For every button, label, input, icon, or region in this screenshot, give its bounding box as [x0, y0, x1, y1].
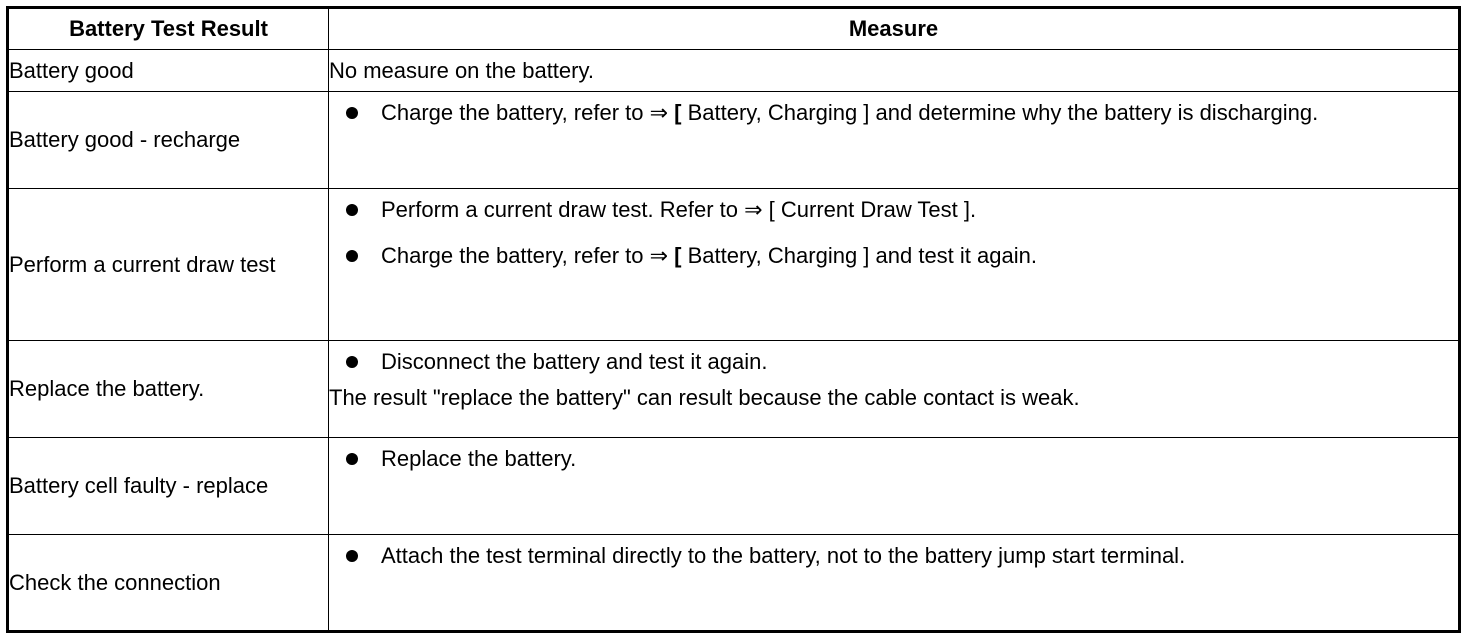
measure-cell	[329, 92, 1460, 189]
list-item	[329, 446, 1458, 472]
battery-test-table	[6, 6, 1461, 633]
table-row	[8, 50, 1460, 92]
bullet-icon	[346, 107, 358, 119]
measure-cell	[329, 438, 1460, 535]
table-row	[8, 438, 1460, 535]
measure-text-rest: Battery, Charging ] and determine why the battery is discharging.	[681, 100, 1319, 125]
measure-text-bracket: [	[674, 100, 682, 125]
result-cell: Check the connection	[8, 535, 329, 632]
header-battery-test-result: Battery Test Result	[8, 8, 329, 50]
result-cell: Replace the battery.	[8, 341, 329, 438]
bullet-icon	[346, 550, 358, 562]
measure-note: The result "replace the battery" can result because the cable contact is weak.	[329, 385, 1080, 410]
measure-cell	[329, 341, 1460, 438]
measure-text-bracket: [	[674, 243, 682, 268]
list-item	[329, 100, 1458, 126]
header-measure: Measure	[329, 8, 1460, 50]
measure-text: Perform a current draw test. Refer to ⇒ [ Current Draw Test ].	[381, 197, 977, 222]
result-cell: Battery cell faulty - replace	[8, 438, 329, 535]
header-row	[8, 8, 1460, 50]
measure-cell	[329, 535, 1460, 632]
measure-text: Charge the battery, refer to ⇒	[381, 100, 675, 125]
table-row	[8, 92, 1460, 189]
result-cell: Battery good - recharge	[8, 92, 329, 189]
measure-list	[329, 197, 1458, 269]
table-row	[8, 189, 1460, 341]
list-item	[329, 197, 1458, 223]
bullet-icon	[346, 250, 358, 262]
bullet-icon	[346, 204, 358, 216]
measure-text: Charge the battery, refer to ⇒	[381, 243, 675, 268]
bullet-icon	[346, 453, 358, 465]
measure-list	[329, 446, 1458, 472]
result-cell: Battery good	[8, 50, 329, 92]
measure-cell	[329, 50, 1460, 92]
table-row	[8, 535, 1460, 632]
measure-cell	[329, 189, 1460, 341]
measure-text: No measure on the battery.	[329, 57, 594, 83]
list-item	[329, 243, 1458, 269]
measure-list	[329, 100, 1458, 126]
measure-list	[329, 543, 1458, 569]
measure-list	[329, 349, 1458, 375]
measure-text-rest: Battery, Charging ] and test it again.	[681, 243, 1037, 268]
list-item	[329, 349, 1458, 375]
table-row	[8, 341, 1460, 438]
result-cell: Perform a current draw test	[8, 189, 329, 341]
measure-text: Attach the test terminal directly to the battery, not to the battery jump start terminal.	[381, 543, 1186, 568]
measure-text: Replace the battery.	[381, 446, 577, 471]
list-item	[329, 543, 1458, 569]
bullet-icon	[346, 356, 358, 368]
measure-text: Disconnect the battery and test it again.	[381, 349, 768, 374]
